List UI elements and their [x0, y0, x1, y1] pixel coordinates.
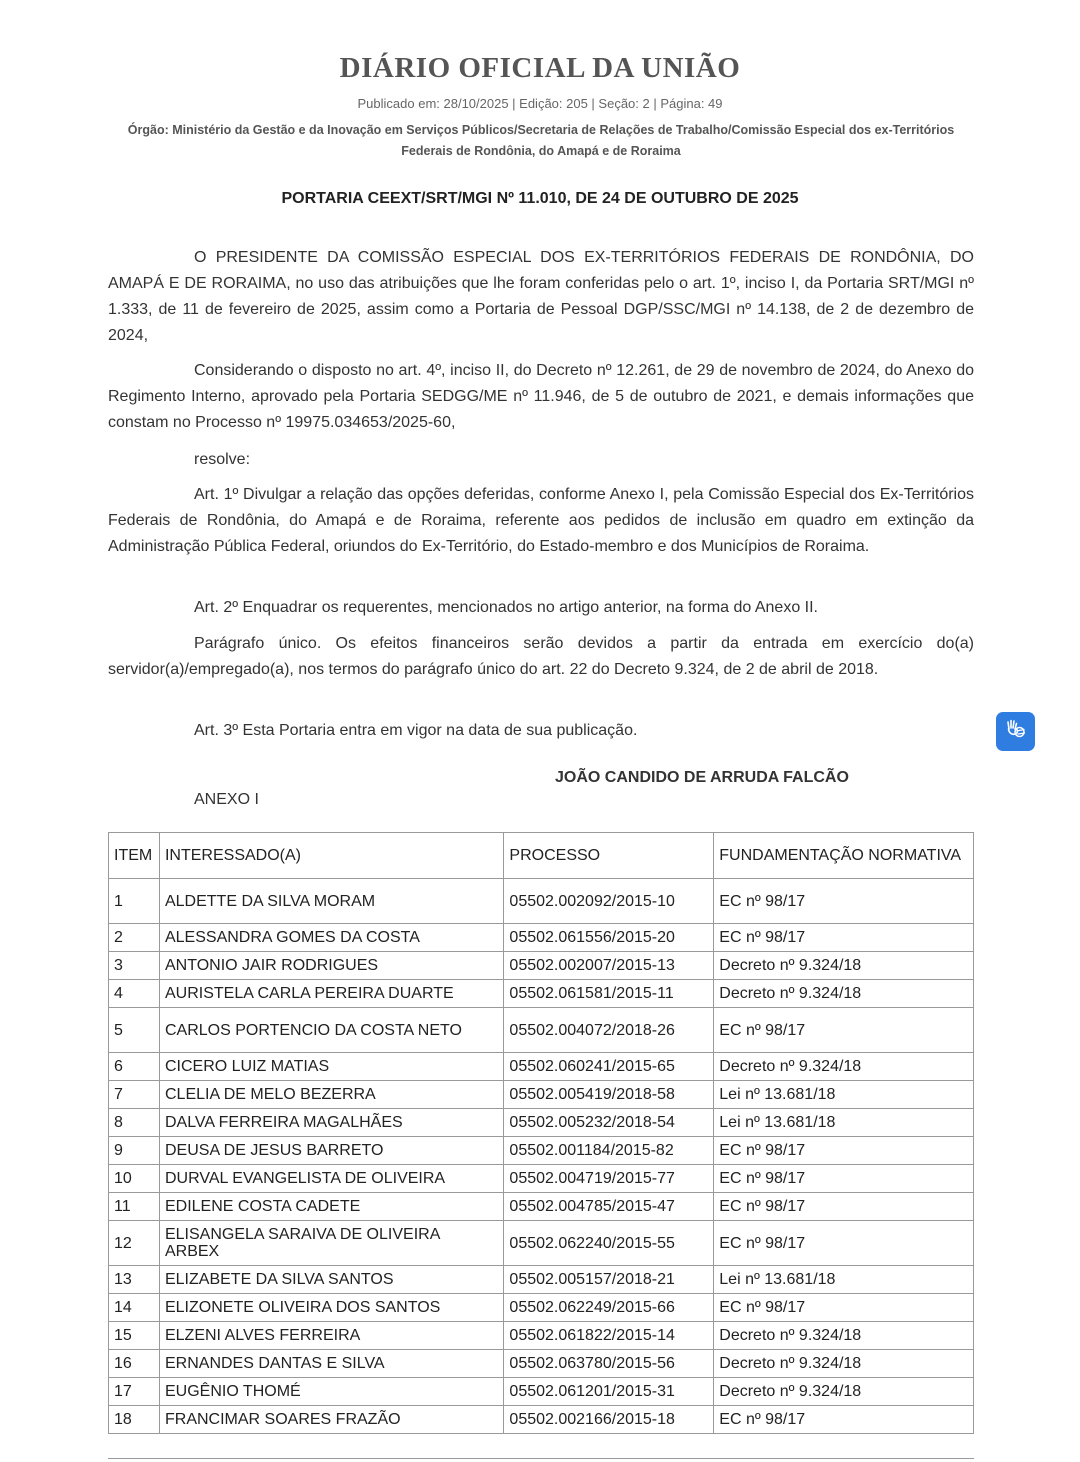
- cell-item: 18: [109, 1406, 160, 1434]
- considering-paragraph: Considerando o disposto no art. 4º, inciso II, do Decreto nº 12.261, de 29 de novembro de 2024, do Anexo do Regimento Interno, aprovado pela Portaria SEDGG/ME nº 11.946, de 5 de outubro de 2021, e demais informações que constam no Processo nº 19975.034653/2025-60,: [108, 362, 974, 431]
- cell-name: ANTONIO JAIR RODRIGUES: [159, 952, 503, 980]
- cell-legal-basis: Decreto nº 9.324/18: [714, 952, 974, 980]
- header-legal-basis: FUNDAMENTAÇÃO NORMATIVA: [714, 833, 974, 879]
- cell-item: 3: [109, 952, 160, 980]
- cell-legal-basis: Decreto nº 9.324/18: [714, 1322, 974, 1350]
- cell-process: 05502.060241/2015-65: [504, 1053, 714, 1081]
- cell-process: 05502.062240/2015-55: [504, 1221, 714, 1266]
- header-interested: INTERESSADO(A): [159, 833, 503, 879]
- table-row: [109, 1165, 974, 1193]
- cell-legal-basis: EC nº 98/17: [714, 1137, 974, 1165]
- cell-process: 05502.062249/2015-66: [504, 1294, 714, 1322]
- cell-legal-basis: EC nº 98/17: [714, 1165, 974, 1193]
- table-row: [109, 1266, 974, 1294]
- table-row: [109, 980, 974, 1008]
- cell-process: 05502.004072/2018-26: [504, 1008, 714, 1053]
- table-row: [109, 879, 974, 924]
- document-title: PORTARIA CEEXT/SRT/MGI Nº 11.010, DE 24 DE OUTUBRO DE 2025: [281, 190, 799, 207]
- signatory-name: JOÃO CANDIDO DE ARRUDA FALCÃO: [555, 769, 849, 786]
- cell-process: 05502.061581/2015-11: [504, 980, 714, 1008]
- cell-legal-basis: EC nº 98/17: [714, 1193, 974, 1221]
- cell-item: 12: [109, 1221, 160, 1266]
- orgao-line: Órgão: Ministério da Gestão e da Inovação em Serviços Públicos/Secretaria de Relações de Trabalho/Comissão Especial dos ex-Territórios Federais de Rondônia, do Amapá e de Roraima: [127, 123, 955, 158]
- cell-item: 8: [109, 1109, 160, 1137]
- table-row: [109, 1109, 974, 1137]
- table-row: [109, 924, 974, 952]
- cell-process: 05502.063780/2015-56: [504, 1350, 714, 1378]
- cell-legal-basis: Decreto nº 9.324/18: [714, 980, 974, 1008]
- cell-legal-basis: Lei nº 13.681/18: [714, 1266, 974, 1294]
- publication-info: Publicado em: 28/10/2025 | Edição: 205 | Seção: 2 | Página: 49: [357, 96, 723, 111]
- annex-label: ANEXO I: [194, 791, 259, 808]
- cell-item: 11: [109, 1193, 160, 1221]
- cell-item: 5: [109, 1008, 160, 1053]
- table-row: [109, 1008, 974, 1053]
- cell-process: 05502.005419/2018-58: [504, 1081, 714, 1109]
- cell-item: 2: [109, 924, 160, 952]
- cell-process: 05502.005232/2018-54: [504, 1109, 714, 1137]
- cell-process: 05502.002007/2015-13: [504, 952, 714, 980]
- cell-process: 05502.004785/2015-47: [504, 1193, 714, 1221]
- cell-name: DEUSA DE JESUS BARRETO: [159, 1137, 503, 1165]
- cell-name: AURISTELA CARLA PEREIRA DUARTE: [159, 980, 503, 1008]
- article-2-paragraph: Art. 2º Enquadrar os requerentes, mencionados no artigo anterior, na forma do Anexo II.: [194, 599, 818, 616]
- cell-legal-basis: EC nº 98/17: [714, 1406, 974, 1434]
- cell-name: ELISANGELA SARAIVA DE OLIVEIRA ARBEX: [159, 1221, 503, 1266]
- cell-name: CICERO LUIZ MATIAS: [159, 1053, 503, 1081]
- cell-name: ERNANDES DANTAS E SILVA: [159, 1350, 503, 1378]
- cell-name: ALESSANDRA GOMES DA COSTA: [159, 924, 503, 952]
- cell-name: EDILENE COSTA CADETE: [159, 1193, 503, 1221]
- article-3-paragraph: Art. 3º Esta Portaria entra em vigor na data de sua publicação.: [194, 722, 638, 739]
- cell-name: CLELIA DE MELO BEZERRA: [159, 1081, 503, 1109]
- cell-item: 6: [109, 1053, 160, 1081]
- cell-process: 05502.004719/2015-77: [504, 1165, 714, 1193]
- cell-process: 05502.002092/2015-10: [504, 879, 714, 924]
- cell-item: 7: [109, 1081, 160, 1109]
- libras-accessibility-button[interactable]: [996, 712, 1035, 751]
- cell-name: DURVAL EVANGELISTA DE OLIVEIRA: [159, 1165, 503, 1193]
- cell-item: 4: [109, 980, 160, 1008]
- cell-name: ELIZABETE DA SILVA SANTOS: [159, 1266, 503, 1294]
- cell-process: 05502.001184/2015-82: [504, 1137, 714, 1165]
- cell-name: ALDETTE DA SILVA MORAM: [159, 879, 503, 924]
- cell-legal-basis: Decreto nº 9.324/18: [714, 1350, 974, 1378]
- cell-process: 05502.061822/2015-14: [504, 1322, 714, 1350]
- cell-legal-basis: Decreto nº 9.324/18: [714, 1053, 974, 1081]
- cell-name: ELIZONETE OLIVEIRA DOS SANTOS: [159, 1294, 503, 1322]
- cell-item: 9: [109, 1137, 160, 1165]
- cell-process: 05502.002166/2015-18: [504, 1406, 714, 1434]
- header-process: PROCESSO: [504, 833, 714, 879]
- cell-legal-basis: EC nº 98/17: [714, 1008, 974, 1053]
- cell-legal-basis: EC nº 98/17: [714, 924, 974, 952]
- cell-name: ELZENI ALVES FERREIRA: [159, 1322, 503, 1350]
- cell-process: 05502.061556/2015-20: [504, 924, 714, 952]
- resolve-paragraph: resolve:: [194, 451, 251, 468]
- cell-name: EUGÊNIO THOMÉ: [159, 1378, 503, 1406]
- header-item: ITEM: [109, 833, 160, 879]
- table-row: [109, 1193, 974, 1221]
- table-row: [109, 1081, 974, 1109]
- table-row: [109, 1378, 974, 1406]
- masthead-title: DIÁRIO OFICIAL DA UNIÃO: [339, 52, 741, 84]
- table-row: [109, 1294, 974, 1322]
- table-row: [109, 1137, 974, 1165]
- cell-item: 15: [109, 1322, 160, 1350]
- page-bottom-divider: [108, 1458, 974, 1459]
- cell-item: 16: [109, 1350, 160, 1378]
- cell-item: 13: [109, 1266, 160, 1294]
- cell-item: 17: [109, 1378, 160, 1406]
- cell-item: 1: [109, 879, 160, 924]
- cell-name: DALVA FERREIRA MAGALHÃES: [159, 1109, 503, 1137]
- cell-legal-basis: EC nº 98/17: [714, 879, 974, 924]
- cell-legal-basis: EC nº 98/17: [714, 1221, 974, 1266]
- table-row: [109, 1053, 974, 1081]
- cell-item: 10: [109, 1165, 160, 1193]
- table-row: [109, 1350, 974, 1378]
- cell-process: 05502.005157/2018-21: [504, 1266, 714, 1294]
- table-row: [109, 952, 974, 980]
- cell-process: 05502.061201/2015-31: [504, 1378, 714, 1406]
- sole-paragraph: Parágrafo único. Os efeitos financeiros serão devidos a partir da entrada em exercício do(a) servidor(a)/empregado(a), nos termos do parágrafo único do art. 22 do Decreto 9.324, de 2 de abril de 2018.: [108, 635, 974, 678]
- cell-legal-basis: Decreto nº 9.324/18: [714, 1378, 974, 1406]
- cell-name: CARLOS PORTENCIO DA COSTA NETO: [159, 1008, 503, 1053]
- cell-legal-basis: EC nº 98/17: [714, 1294, 974, 1322]
- cell-legal-basis: Lei nº 13.681/18: [714, 1109, 974, 1137]
- table-header-row: [109, 833, 974, 879]
- table-row: [109, 1221, 974, 1266]
- cell-legal-basis: Lei nº 13.681/18: [714, 1081, 974, 1109]
- sign-language-hands-icon: [1004, 717, 1028, 746]
- cell-name: FRANCIMAR SOARES FRAZÃO: [159, 1406, 503, 1434]
- cell-item: 14: [109, 1294, 160, 1322]
- table-row: [109, 1406, 974, 1434]
- table-row: [109, 1322, 974, 1350]
- annex-table: [108, 832, 974, 1434]
- article-1-paragraph: Art. 1º Divulgar a relação das opções deferidas, conforme Anexo I, pela Comissão Especial dos Ex-Territórios Federais de Rondônia, do Amapá e de Roraima, referente aos pedidos de inclusão em quadro em extinção da Administração Pública Federal, oriundos do Ex-Território, do Estado-membro e dos Municípios de Roraima.: [108, 486, 974, 555]
- preamble-paragraph: O PRESIDENTE DA COMISSÃO ESPECIAL DOS EX-TERRITÓRIOS FEDERAIS DE RONDÔNIA, DO AMAPÁ E DE RORAIMA, no uso das atribuições que lhe foram conferidas pelo o art. 1º, inciso I, da Portaria SRT/MGI nº 1.333, de 11 de fevereiro de 2025, assim como a Portaria de Pessoal DGP/SSC/MGI nº 14.138, de 2 de dezembro de 2024,: [108, 249, 974, 344]
